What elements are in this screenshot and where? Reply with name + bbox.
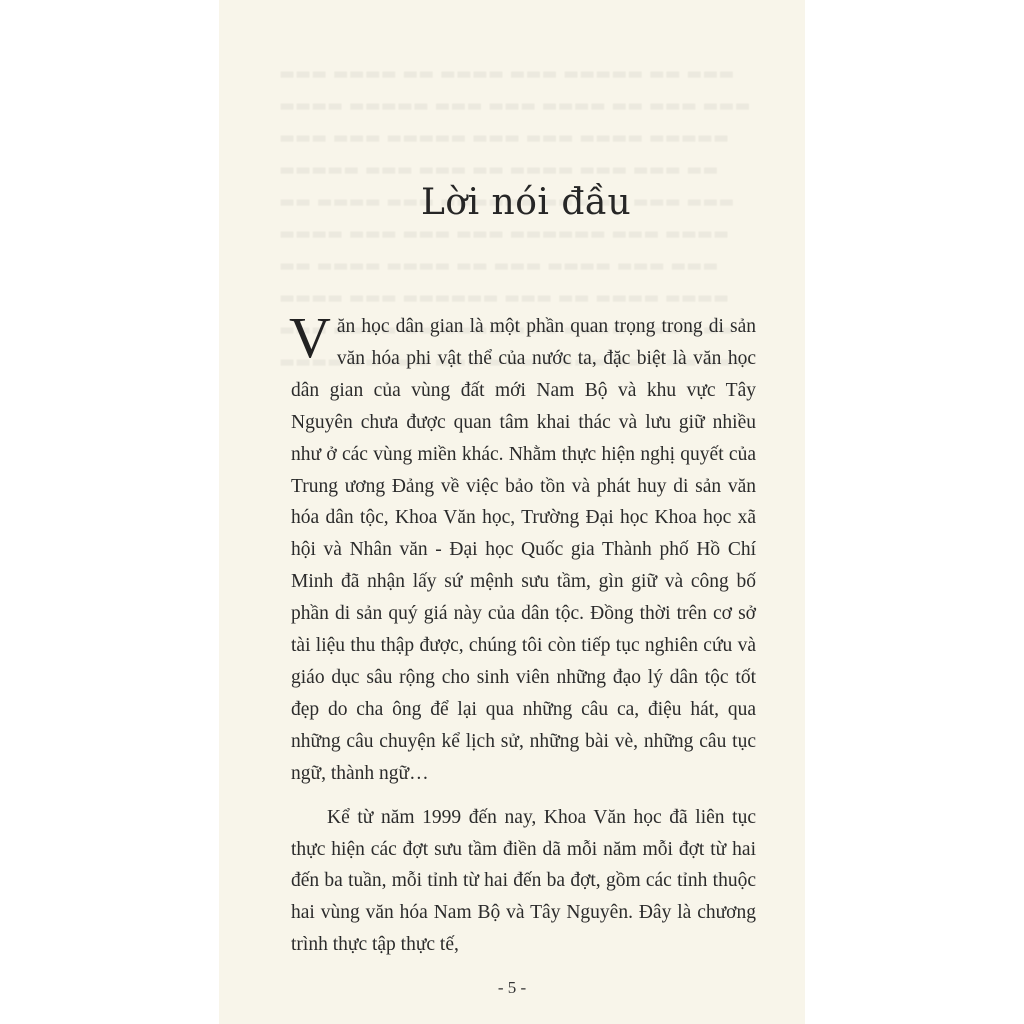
book-page — [219, 0, 805, 1024]
paragraph-1-text: ăn học dân gian là một phần quan trọng trong di sản văn hóa phi vật thể của nước ta, đặc biệt là văn học dân gian của vùng đất mới Nam Bộ và khu vực Tây Nguyên chưa được quan tâm khai thác và lưu giữ nhiều như ở các vùng miền khác. Nhằm thực hiện nghị quyết của Trung ương Đảng về việc bảo tồn và phát huy di sản văn hóa dân tộc, Khoa Văn học, Trường Đại học Khoa học xã hội và Nhân văn - Đại học Quốc gia Thành phố Hồ Chí Minh đã nhận lấy sứ mệnh sưu tầm, gìn giữ và công bố phần di sản quý giá này của dân tộc. Đồng thời trên cơ sở tài liệu thu thập được, chúng tôi còn tiếp tục nghiên cứu và giáo dục sâu rộng cho sinh viên những đạo lý dân tộc tốt đẹp do cha ông để lại qua những câu ca, điệu hát, qua những câu chuyện kể lịch sử, những bài vè, những câu tục ngữ, thành ngữ… — [291, 316, 756, 784]
page-number: - 5 - — [497, 978, 527, 997]
paragraph-1 — [289, 305, 756, 790]
paragraph-2: Kể từ năm 1999 đến nay, Khoa Văn học đã liên tục thực hiện các đợt sưu tầm điền dã mỗi năm mỗi đợt từ hai đến ba tuần, mỗi tỉnh từ hai đến ba đợt, gồm các tỉnh thuộc hai vùng văn hóa Nam Bộ và Tây Nguyên. Đây là chương trình thực tập thực tế, — [291, 806, 756, 956]
drop-cap: V — [289, 305, 331, 370]
body-text — [289, 305, 756, 961]
page-title: Lời nói đầu — [421, 182, 632, 223]
